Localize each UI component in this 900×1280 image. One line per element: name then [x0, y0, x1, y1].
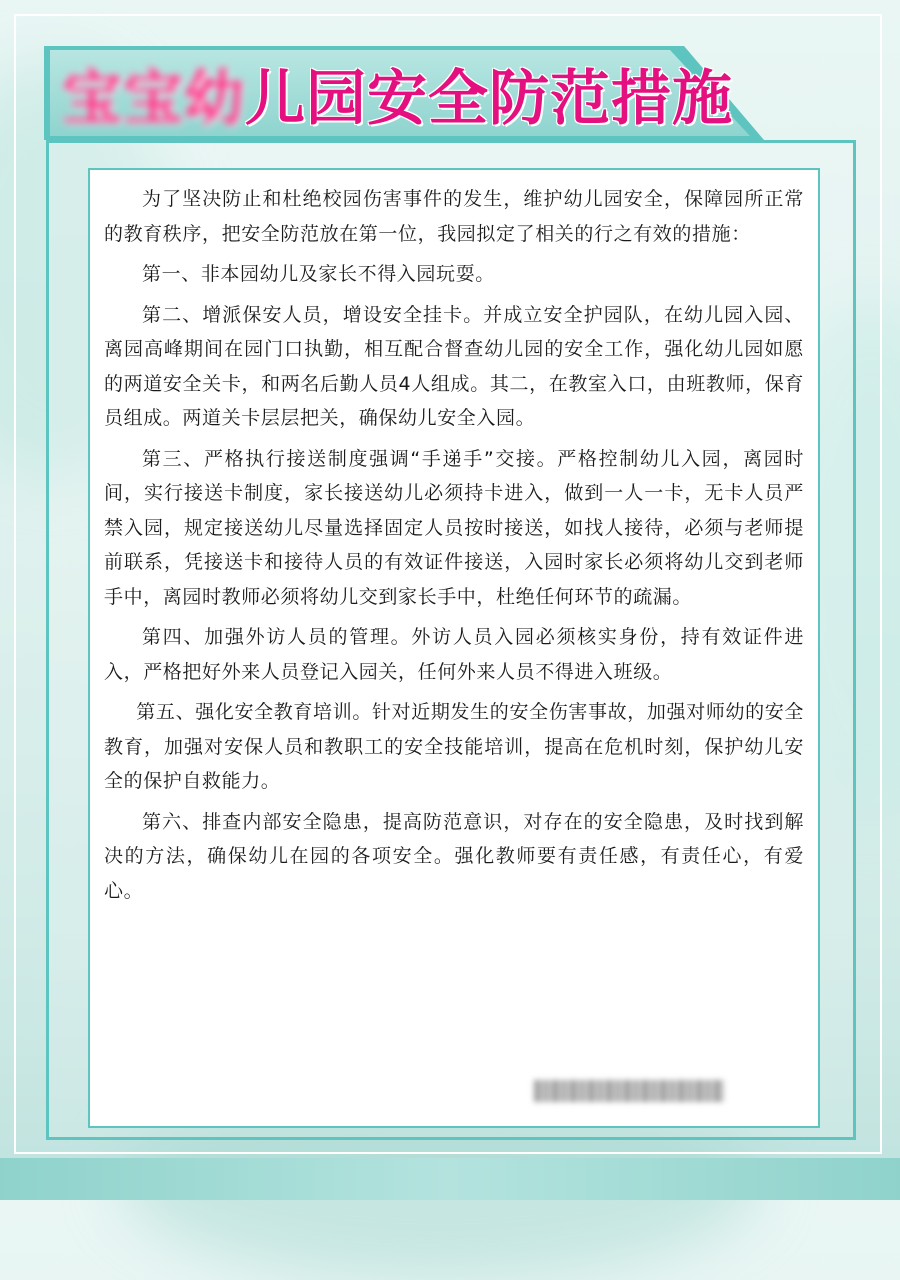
- measure-5-paragraph: 第五、强化安全教育培训。针对近期发生的安全伤害事故，加强对师幼的安全教育，加强对安保人员和教职工的安全技能培训，提高在危机时刻，保护幼儿安全的保护自救能力。: [104, 701, 804, 792]
- intro-paragraph: 为了坚决防止和杜绝校园伤害事件的发生，维护幼儿园安全，保障园所正常的教育秩序，把安全防范放在第一位，我园拟定了相关的行之有效的措施：: [104, 188, 804, 245]
- page-title: [62, 64, 733, 134]
- measure-3-paragraph: 第三、严格执行接送制度强调“手递手”交接。严格控制幼儿入园，离园时间，实行接送卡制度，家长接送幼儿必须持卡进入，做到一人一卡，无卡人员严禁入园，规定接送幼儿尽量选择固定人员按时接送，如找人接待，必须与老师提前联系，凭接送卡和接待人员的有效证件接送，入园时家长必须将幼儿交到老师手中，离园时教师必须将幼儿交到家长手中，杜绝任何环节的疏漏。: [104, 447, 804, 608]
- blurred-signature: [534, 1080, 724, 1102]
- body-text: [104, 182, 804, 914]
- measure-4-paragraph: 第四、加强外访人员的管理。外访人员入园必须核实身份，持有效证件进入，严格把好外来人员登记入园关，任何外来人员不得进入班级。: [104, 626, 804, 683]
- title-visible-text: 儿园安全防范措施: [245, 64, 733, 134]
- measure-1-paragraph: 第一、非本园幼儿及家长不得入园玩耍。: [142, 263, 495, 285]
- title-blurred-prefix: 宝宝幼: [62, 64, 245, 134]
- measure-6-paragraph: 第六、排查内部安全隐患，提高防范意识，对存在的安全隐患，及时找到解决的方法，确保幼儿在园的各项安全。强化教师要有责任感，有责任心，有爱心。: [104, 810, 804, 902]
- bottom-strip: [0, 1158, 900, 1200]
- measure-2-paragraph: 第二、增派保安人员，增设安全挂卡。并成立安全护园队，在幼儿园入园、离园高峰期间在园门口执勤，相互配合督查幼儿园的安全工作，强化幼儿园如愿的两道安全关卡，和两名后勤人员4人组成。其二，在教室入口，由班教师，保育员组成。两道关卡层层把关，确保幼儿安全入园。: [104, 303, 804, 429]
